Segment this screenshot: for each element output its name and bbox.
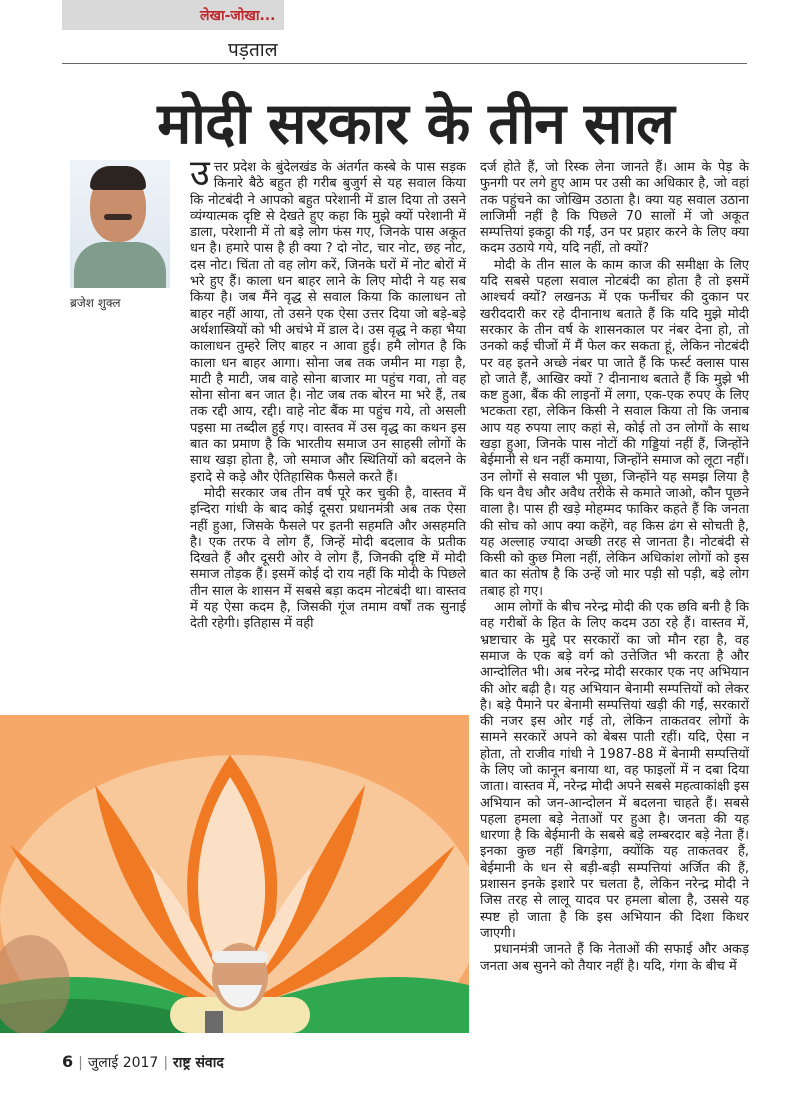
- article-column-2: [480, 160, 749, 975]
- paragraph: दर्ज होते हैं, जो रिस्क लेना जानते हैं। आम के पेड़ के फुनगी पर लगे हुए आम पर उसी का अधिकार है, जो वहां तक पहुंचने का जोखिम उठाता है। क्या यह सवाल उठाना लाजिमी नहीं है कि पिछले 70 सालों में जो अकूत सम्पत्तियां इकट्ठा की गईं, उन पर प्रहार करने के लिए क्या कदम उठाये गये, यदि नहीं, तो क्यों?: [480, 160, 749, 257]
- lotus-illustration: [0, 715, 469, 1033]
- header-divider: [62, 63, 747, 64]
- footer-separator: |: [163, 1055, 169, 1071]
- paragraph-text: त्तर प्रदेश के बुंदेलखंड के अंतर्गत कस्बे के पास सड़क किनारे बैठे बहुत ही गरीब बुजुर्ग से यह सवाल किया कि नोटबंदी ने आपको बहुत परेशानी में डाल दिया तो उसने व्यंग्यात्मक दृष्टि से देखते हुए कहा कि मुझे क्यों परेशानी में डाला, परेशानी में तो बड़े लोग फंस गए, जिनके पास अकूत धन है। हमारे पास है ही क्या ? दो नोट, चार नोट, छह नोट, दस नोट। चिंता तो वह लोग करें, जिनके घरों में नोट बोरों में भरे हुए हैं। काला धन बाहर लाने के लिए मोदी ने यह सब किया है। जब मैंने वृद्ध से सवाल किया कि कालाधन तो बाहर नहीं आया, तो उसने एक ऐसा उत्तर दिया जो बड़े-बड़े अर्थशास्त्रियों को भी अचंभे में डाल दे। उस वृद्ध ने कहा भैया कालाधन तुम्हरे लिए बाहर न आवा हुई। हमै लोगत है कि काला धन बाहर आगा। सोना जब तक जमीन मा गड़ा है, माटी है माटी, जब वाहे सोना बाजार मा पहुंच गवा, तो वह सोना सोना बन जात है। नोट जब तक बोरन मा भरे हैं, तब तक रद्दी आय, रद्दी। वाहे नोट बैंक मा पहुंच गये, तो असली पइसा मा तब्दील हुई गए। वास्तव में उस वृद्ध का कथन इस बात का प्रमाण है कि भारतीय समाज उन साहसी लोगों के साथ खड़ा होता है, जो समाज और स्थितियों को बदलने के इरादे से कड़े और ऐतिहासिक फैसले करते हैं।: [190, 160, 466, 485]
- paragraph: प्रधानमंत्री जानते हैं कि नेताओं की सफाई और अकड़ जनता अब सुनने को तैयार नहीं है। यदि, गंगा के बीच में: [480, 942, 749, 974]
- issue-date: जुलाई 2017: [87, 1055, 159, 1071]
- drop-cap: उ: [190, 153, 210, 194]
- paragraph: [190, 153, 466, 486]
- author-name: ब्रजेश शुक्ल: [70, 296, 121, 310]
- page-number: 6: [62, 1052, 74, 1071]
- author-photo-mustache: [104, 214, 132, 220]
- page-footer: [62, 1052, 224, 1072]
- paragraph: आम लोगों के बीच नरेन्द्र मोदी की एक छवि बनी है कि वह गरीबों के हित के लिए कदम उठा रहे हैं। वास्तव में, भ्रष्टाचार के मुद्दे पर सरकारों का जो मौन रहा है, वह समाज के एक बड़े वर्ग को उत्तेजित भी करता है और आन्दोलित भी। अब नरेन्द्र मोदी सरकार एक नए अभियान की ओर बढ़ी है। यह अभियान बेनामी सम्पत्तियों को लेकर है। बड़े पैमाने पर बेनामी सम्पत्तियां खड़ी की गईं, सरकारों की नजर इस ओर गई तो, लेकिन ताकतवर लोगों के सामने सरकारें अपने को बेबस पाती रहीं। यदि, ऐसा न होता, तो राजीव गांधी ने 1987-88 में बेनामी सम्पत्तियों के लिए जो कानून बनाया था, वह फाइलों में न दबा दिया जाता। वास्तव में, नरेन्द्र मोदी अपने सबसे महत्वाकांक्षी इस अभियान को जन-आन्दोलन में बदलना चाहते हैं। सबसे पहला हमला बड़े नेताओं पर हुआ है। जनता की यह धारणा है कि बेईमानी के सबसे बड़े लम्बरदार बड़े नेता हैं। इनका कुछ नहीं बिगड़ेगा, क्योंकि यह ताकतवर हैं, बेईमानी के धन से बड़ी-बड़ी सम्पत्तियां अर्जित की हैं, प्रशासन इनके इशारे पर चलता है, लेकिन नरेन्द्र मोदी ने जिस तरह से लालू यादव पर हमला बोला है, उससे यह स्पष्ट हो जाता है कि इस अभियान की दिशा किधर जाएगी।: [480, 600, 749, 941]
- publication-name: राष्ट्र संवाद: [173, 1055, 224, 1071]
- article-column-1: [190, 153, 466, 633]
- section-label: पड़ताल: [228, 39, 278, 61]
- paragraph: मोदी सरकार जब तीन वर्ष पूरे कर चुकी है, वास्तव में इन्दिरा गांधी के बाद कोई दूसरा प्रधानमंत्री अब तक ऐसा नहीं हुआ, जिसके फैसले पर इतनी सहमति और असहमति है। एक तरफ वे लोग हैं, जिन्हें मोदी बदलाव के प्रतीक दिखते हैं और दूसरी ओर वे लोग हैं, जिनकी दृष्टि में मोदी समाज तोड़क हैं। इसमें कोई दो राय नहीं कि मोदी के पिछले तीन साल के शासन में सबसे बड़ा कदम नोटबंदी था। वास्तव में यह ऐसा कदम है, जिसकी गूंज तमाम वर्षों तक सुनाई देती रहेगी। इतिहास में वही: [190, 485, 466, 632]
- paragraph: मोदी के तीन साल के काम काज की समीक्षा के लिए यदि सबसे पहला सवाल नोटबंदी का होता है तो इसमें आश्चर्य क्यों? लखनऊ में एक फर्नीचर की दुकान पर खरीददारी कर रहे दीनानाथ बताते हैं कि यदि मुझे मोदी सरकार के तीन वर्ष के शासनकाल पर नंबर देना हो, तो उनको कई चीजों में मैं फेल कर सकता हूं, लेकिन नोटबंदी पर वह इतने अच्छे नंबर पा जाते हैं कि फर्स्ट क्लास पास हो जाते हैं, आखिर क्यों ? दीनानाथ बताते हैं कि मुझे भी कष्ट हुआ, बैंक की लाइनों में लगा, एक-एक रुपए के लिए भटकता रहा, लेकिन किसी ने सवाल किया तो कि जनाब आप यह रुपया लाए कहां से, कोई तो उन लोगों के साथ खड़ा हुआ, जिनके पास नोटों की गड्डियां नहीं हैं, जिन्होंने बेईमानी से धन नहीं कमाया, जिन्होंने समाज को लूटा नहीं। उन लोगों से सवाल भी पूछा, जिन्होंने यह समझ लिया है कि धन वैध और अवैध तरीके से कमाते जाओ, कौन पूछने वाला है। पास ही खड़े मोहम्मद फाकिर कहते हैं कि जनता की सोच को आप क्या कहेंगे, वह किस ढंग से सोचती है, यह अल्लाह ज्यादा अच्छी तरह से जानता है। नोटबंदी से किसी को कुछ मिला नहीं, लेकिन अधिकांश लोगों को इस बात का संतोष है कि उन्हें जो मार पड़ी सो पड़ी, बड़े लोग तबाह हो गए।: [480, 257, 749, 599]
- lotus-photo: [0, 715, 469, 1033]
- footer-separator: |: [78, 1055, 83, 1071]
- headline: मोदी सरकार के तीन साल: [157, 91, 674, 157]
- author-photo-hair: [90, 166, 146, 190]
- author-photo-shirt: [74, 242, 166, 288]
- author-photo: [70, 160, 170, 288]
- category-tag: लेखा-जोखा...: [200, 8, 276, 24]
